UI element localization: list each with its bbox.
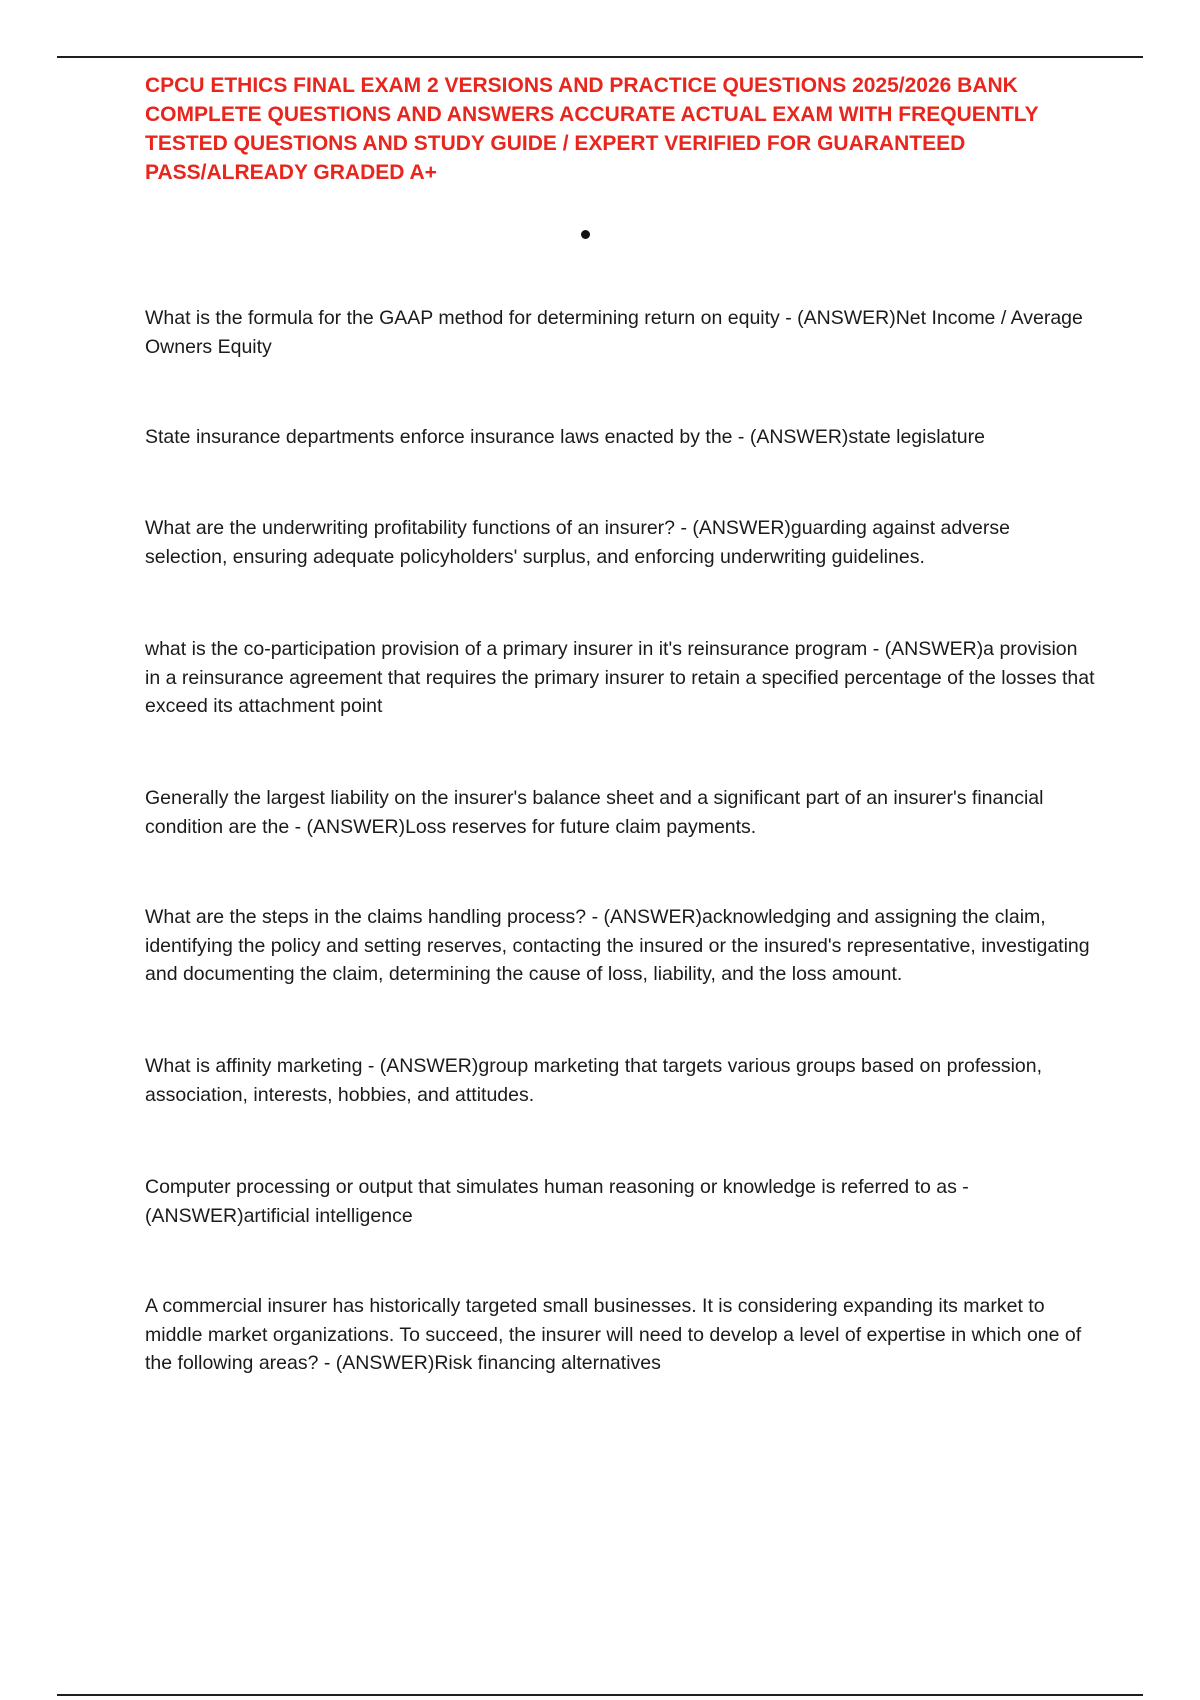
qa-item-4: what is the co-participation provision of a primary insurer in it's reinsurance program - (ANSWER)a provision in a reinsurance agreement that requires the primary insurer to retain a specified percentage of the losses that exceed its attachment point bbox=[145, 638, 1095, 717]
qa-item-1: What is the formula for the GAAP method for determining return on equity - (ANSWER)Net Income / Average Owners Equity bbox=[145, 307, 1083, 358]
top-divider bbox=[57, 56, 1143, 58]
document-title: CPCU ETHICS FINAL EXAM 2 VERSIONS AND PRACTICE QUESTIONS 2025/2026 BANK COMPLETE QUESTIONS AND ANSWERS ACCURATE ACTUAL EXAM WITH FREQUENTLY TESTED QUESTIONS AND STUDY GUIDE / EXPERT VERIFIED FOR GUARANTEED PASS/ALREADY GRADED A+ bbox=[145, 74, 1039, 184]
qa-item-2: State insurance departments enforce insurance laws enacted by the - (ANSWER)state legislature bbox=[145, 426, 985, 448]
qa-item-7: What is affinity marketing - (ANSWER)group marketing that targets various groups based on profession, association, interests, hobbies, and attitudes. bbox=[145, 1055, 1043, 1106]
qa-item-5: Generally the largest liability on the insurer's balance sheet and a significant part of an insurer's financial condition are the - (ANSWER)Loss reserves for future claim payments. bbox=[145, 787, 1044, 838]
qa-item-9: A commercial insurer has historically targeted small businesses. It is considering expanding its market to middle market organizations. To succeed, the insurer will need to develop a level of expertise in which one of the following areas? - (ANSWER)Risk financing alternatives bbox=[145, 1295, 1082, 1374]
qa-item-3: What are the underwriting profitability functions of an insurer? - (ANSWER)guarding against adverse selection, ensuring adequate policyholders' surplus, and enforcing underwriting guidelines. bbox=[145, 517, 1010, 568]
bullet-dot-icon bbox=[581, 230, 590, 239]
qa-item-8: Computer processing or output that simulates human reasoning or knowledge is referred to as - (ANSWER)artificial intelligence bbox=[145, 1176, 969, 1227]
bottom-divider bbox=[57, 1694, 1143, 1696]
qa-item-6: What are the steps in the claims handling process? - (ANSWER)acknowledging and assigning the claim, identifying the policy and setting reserves, contacting the insured or the insured's representative, investigating and documenting the claim, determining the cause of loss, liability, and the loss amount. bbox=[145, 906, 1090, 985]
